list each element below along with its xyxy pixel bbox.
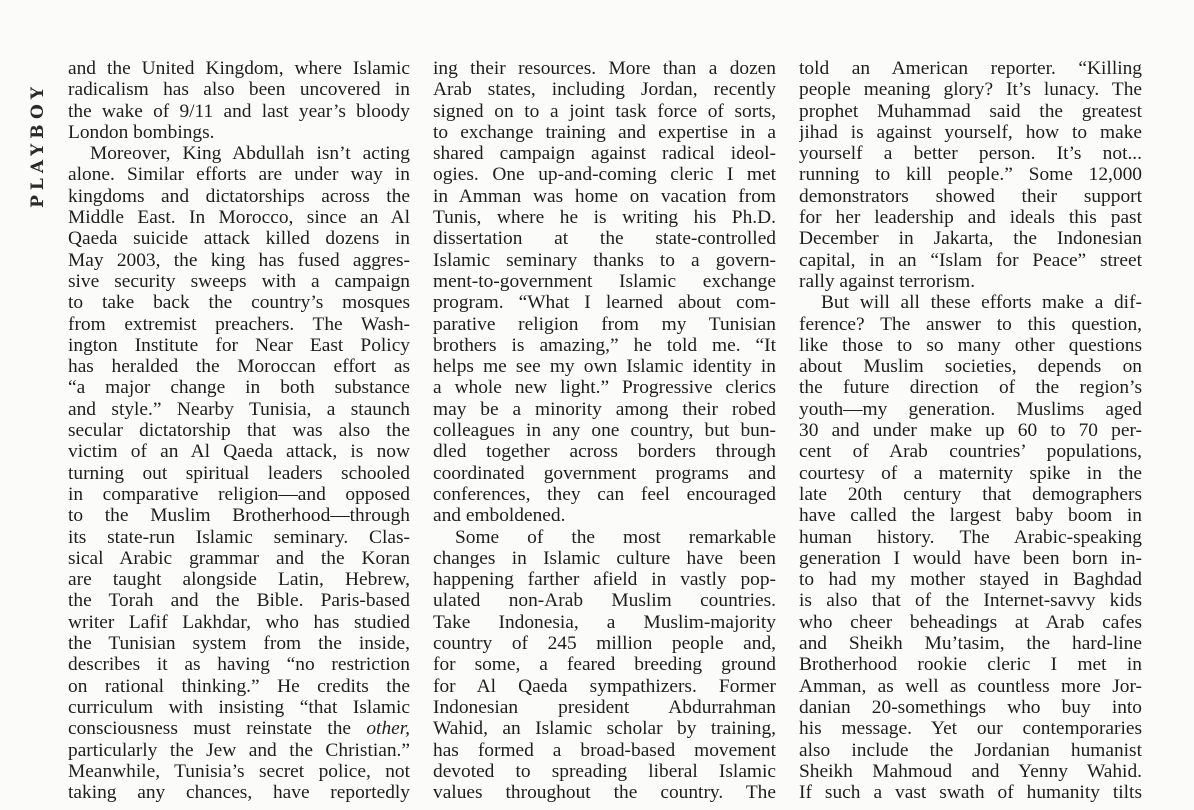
text-line: ington Institute for Near East Policy [68, 334, 410, 356]
text-line: also include the Jordanian humanist [799, 739, 1142, 761]
text-line: Tunis, where he is writing his Ph.D. [433, 207, 776, 229]
text-line: dissertation at the state-controlled [433, 228, 776, 250]
text-line: taking any chances, have reportedly [68, 782, 410, 804]
text-line: are taught alongside Latin, Hebrew, [68, 569, 410, 591]
text-line: country of 245 million people and, [433, 633, 776, 655]
text-line: Moreover, King Abdullah isn’t acting [90, 143, 410, 165]
text-line: jihad is against yourself, how to make [799, 121, 1142, 143]
text-line: youth—my generation. Muslims aged [799, 398, 1142, 420]
text-line: who cheer beheadings at Arab cafes [799, 611, 1142, 633]
text-line: ing their resources. More than a dozen [433, 58, 776, 79]
text-line: December in Jakarta, the Indonesian [799, 228, 1142, 250]
text-line: its state-run Islamic seminary. Clas- [68, 526, 410, 548]
text-line: on rational thinking.” He credits the [68, 675, 410, 697]
text-line: cent of Arab countries’ populations, [799, 441, 1142, 463]
text-line: Sheikh Mahmoud and Yenny Wahid. [799, 760, 1142, 782]
text-line: may be a minority among their robed [433, 398, 776, 420]
text-line: demonstrators showed their support [799, 185, 1142, 207]
text-line: have called the largest baby boom in [799, 505, 1142, 527]
text-line: sical Arabic grammar and the Koran [68, 547, 410, 569]
text-line: yourself a better person. It’s not... [799, 143, 1142, 165]
text-line: late 20th century that demographers [799, 483, 1142, 505]
text-line: courtesy of a maternity spike in the [799, 462, 1142, 484]
text-line: the wake of 9/11 and last year’s bloody [68, 100, 410, 122]
text-line: his message. Yet our contemporaries [799, 718, 1142, 740]
text-line: to had my mother stayed in Baghdad [799, 569, 1142, 591]
text-line: Take Indonesia, a Muslim-majority [433, 611, 776, 633]
text-line: Islamic seminary thanks to a govern- [433, 249, 776, 271]
text-line: and style.” Nearby Tunisia, a staunch [68, 398, 410, 420]
text-line: victim of an Al Qaeda attack, is now [68, 441, 410, 463]
text-line: Brotherhood rookie cleric I met in [799, 654, 1142, 676]
text-line: curriculum with insisting “that Islamic [68, 696, 410, 718]
magazine-name-text: PLAYBOY [28, 81, 48, 208]
text-line: Some of the most remarkable [455, 526, 776, 548]
text-line: describes it as having “no restriction [68, 654, 410, 676]
text-line: alone. Similar efforts are under way in [68, 164, 410, 186]
text-line: dled together across borders through [433, 441, 776, 463]
text-line: turning out spiritual leaders schooled [68, 462, 410, 484]
text-line: writer Lafif Lakhdar, who has studied [68, 611, 410, 633]
text-line: the Torah and the Bible. Paris-based [68, 590, 410, 612]
text-line: a whole new light.” Progressive clerics [433, 377, 776, 399]
text-line: has formed a broad-based movement [433, 739, 776, 761]
text-line: in comparative religion—and opposed [68, 483, 410, 505]
text-line: in Amman was home on vacation from [433, 185, 776, 207]
text-line: Indonesian president Abdurrahman [433, 696, 776, 718]
article-column-3 [799, 58, 1142, 803]
text-line: conferences, they can feel encouraged [433, 483, 776, 505]
text-line: signed on to a joint task force of sorts, [433, 100, 776, 122]
text-line: told an American reporter. “Killing [799, 58, 1142, 79]
text-line: London bombings. [68, 121, 215, 143]
text-line: like those to so many other questions [799, 334, 1142, 356]
text-line: and Sheikh Mu’tasim, the hard-line [799, 633, 1142, 655]
text-line: But will all these efforts make a dif- [821, 292, 1142, 314]
text-line: Amman, as well as countless more Jor- [799, 675, 1142, 697]
text-line: ference? The answer to this question, [799, 313, 1142, 335]
text-line: If such a vast swath of humanity tilts [799, 782, 1142, 804]
article-column-2 [433, 58, 776, 803]
text-line: helps me see my own Islamic identity in [433, 356, 776, 378]
text-line: to take back the country’s mosques [68, 292, 410, 314]
text-line: happening farther afield in vastly pop- [433, 569, 776, 591]
text-line: the future direction of the region’s [799, 377, 1142, 399]
text-line: Arab states, including Jordan, recently [433, 79, 776, 101]
text-line: generation I would have been born in- [799, 547, 1142, 569]
text-line: running to kill people.” Some 12,000 [799, 164, 1142, 186]
text-line: “a major change in both substance [68, 377, 410, 399]
text-line: people meaning glory? It’s lunacy. The [799, 79, 1142, 101]
text-line: values throughout the country. The [433, 782, 776, 804]
text-line: Wahid, an Islamic scholar by training, [433, 718, 776, 740]
text-line: secular dictatorship that was also the [68, 420, 410, 442]
text-line: is also that of the Internet-savvy kids [799, 590, 1142, 612]
text-line: shared campaign against radical ideol- [433, 143, 776, 165]
text-line: for some, a feared breeding ground [433, 654, 776, 676]
text-line: for Al Qaeda sympathizers. Former [433, 675, 776, 697]
text-line: ulated non-Arab Muslim countries. [433, 590, 776, 612]
text-line: ment-to-government Islamic exchange [433, 270, 776, 292]
text-line: parative religion from my Tunisian [433, 313, 776, 335]
text-line: coordinated government programs and [433, 462, 776, 484]
text-line: May 2003, the king has fused aggres- [68, 249, 410, 271]
text-line: and the United Kingdom, where Islamic [68, 58, 410, 79]
text-line: consciousness must reinstate the other, [68, 718, 410, 740]
emphasis: other, [366, 718, 410, 740]
magazine-name-label [20, 42, 56, 247]
text-line: to the Muslim Brotherhood—through [68, 505, 410, 527]
text-line: 30 and under make up 60 to 70 per- [799, 420, 1142, 442]
text-line: Middle East. In Morocco, since an Al [68, 207, 410, 229]
text-line: the Tunisian system from the inside, [68, 633, 410, 655]
text-line: program. “What I learned about com- [433, 292, 776, 314]
text-line: and emboldened. [433, 505, 566, 527]
text-line: Qaeda suicide attack killed dozens in [68, 228, 410, 250]
text-line: devoted to spreading liberal Islamic [433, 760, 776, 782]
text-line: capital, in an “Islam for Peace” street [799, 249, 1142, 271]
text-line: particularly the Jew and the Christian.” [68, 739, 410, 761]
article-column-1 [68, 58, 410, 803]
text-line: rally against terrorism. [799, 270, 976, 292]
text-line: colleagues in any one country, but bun- [433, 420, 776, 442]
text-line: about Muslim societies, depends on [799, 356, 1142, 378]
text-line: from extremist preachers. The Wash- [68, 313, 410, 335]
text-line: kingdoms and dictatorships across the [68, 185, 410, 207]
text-line: human history. The Arabic-speaking [799, 526, 1142, 548]
text-line: to exchange training and expertise in a [433, 121, 776, 143]
text-line: prophet Muhammad said the greatest [799, 100, 1142, 122]
text-line: Meanwhile, Tunisia’s secret police, not [68, 760, 410, 782]
text-line: ogies. One up-and-coming cleric I met [433, 164, 776, 186]
text-line: danian 20-somethings who buy into [799, 696, 1142, 718]
text-line: for her leadership and ideals this past [799, 207, 1142, 229]
text-line: radicalism has also been uncovered in [68, 79, 410, 101]
text-line: has heralded the Moroccan effort as [68, 356, 410, 378]
text-line: brothers is amazing,” he told me. “It [433, 334, 776, 356]
text-line: sive security sweeps with a campaign [68, 270, 410, 292]
text-line: changes in Islamic culture have been [433, 547, 776, 569]
